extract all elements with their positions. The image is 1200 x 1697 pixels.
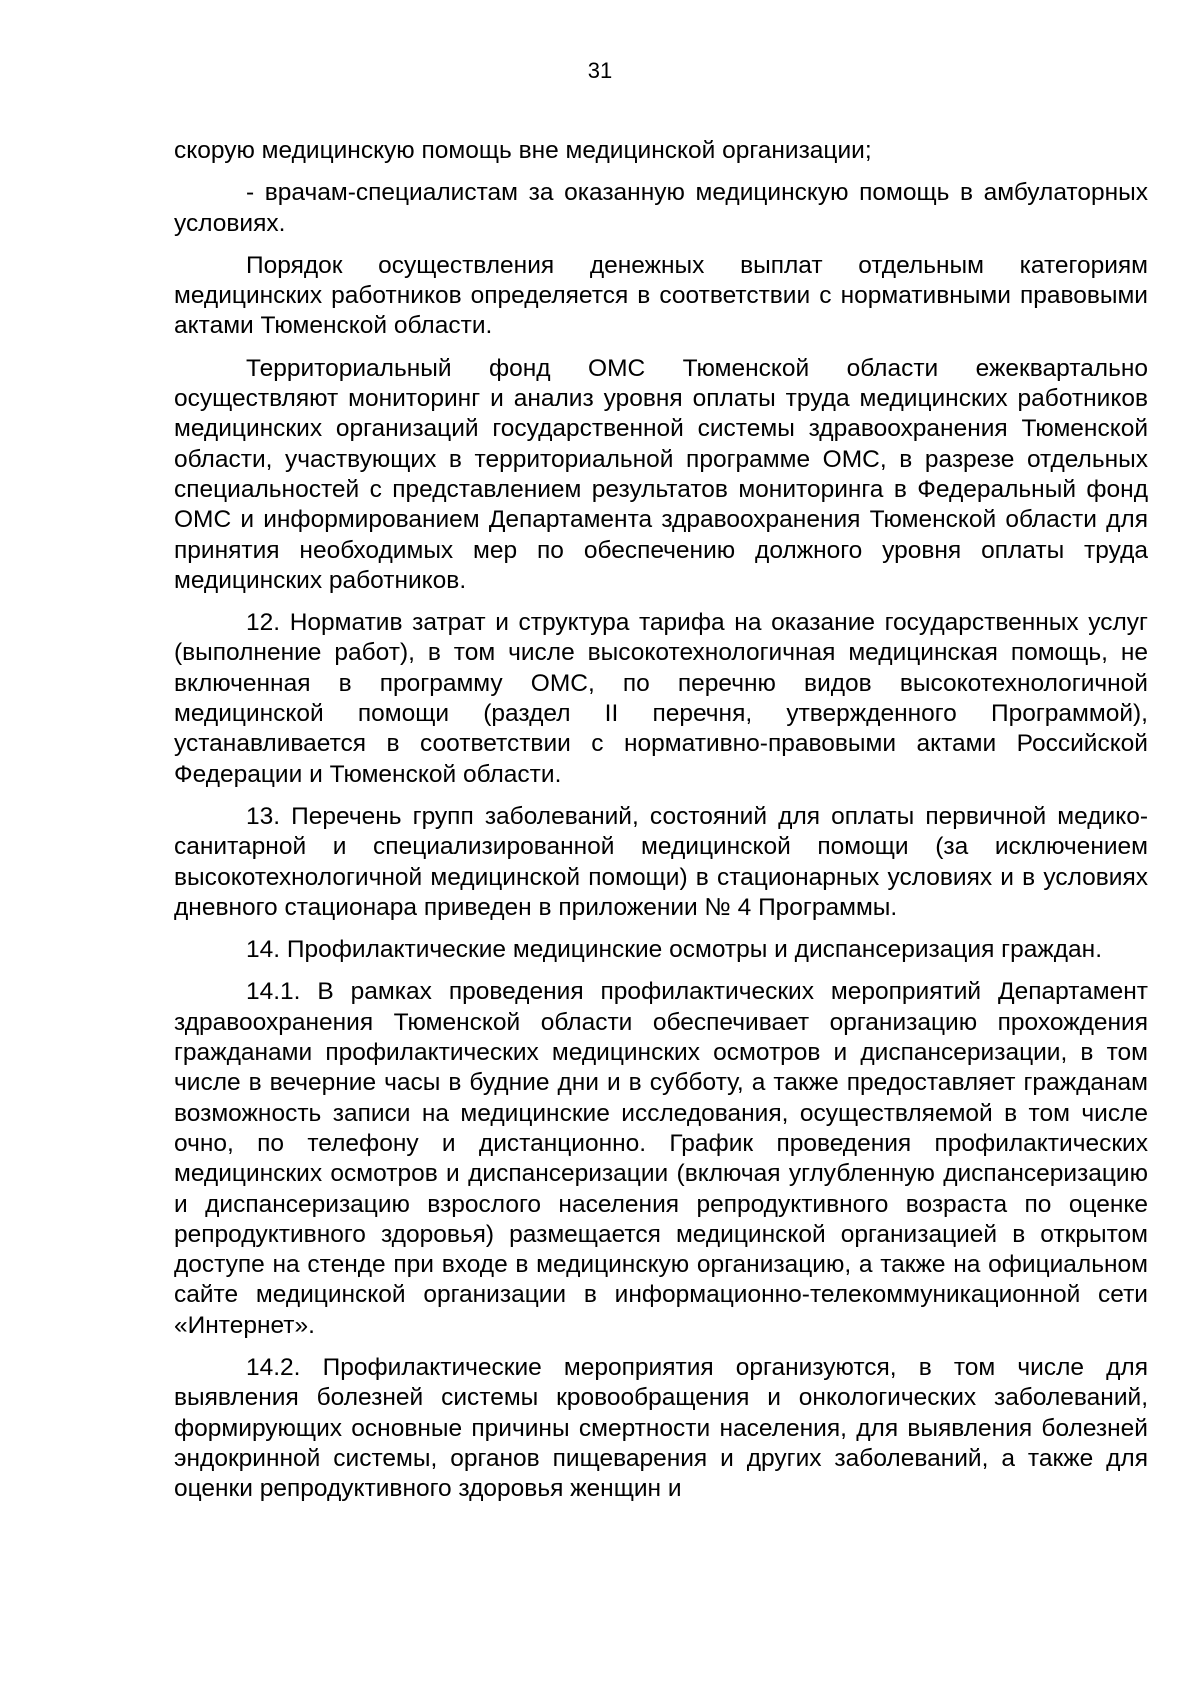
- paragraph-continuation: скорую медицинскую помощь вне медицинской организации;: [174, 137, 872, 164]
- paragraph-section-13: 13. Перечень групп заболеваний, состояний для оплаты первичной медико-санитарной и специализированной медицинской помощи (за исключением высокотехнологичной медицинской помощи) в стационарных условиях и в условиях дневного стационара приведен в приложении № 4 Программы.: [174, 802, 1148, 921]
- page-number: 31: [587, 58, 613, 83]
- document-body: [174, 136, 1148, 1504]
- paragraph-section-14-2: 14.2. Профилактические мероприятия организуются, в том числе для выявления болезней системы кровообращения и онкологических заболеваний, формирующих основные причины смертности населения, для выявления болезней эндокринной системы, органов пищеварения и других заболеваний, а также для оценки репродуктивного здоровья женщин и: [174, 1353, 1148, 1503]
- paragraph-section-12: 12. Норматив затрат и структура тарифа на оказание государственных услуг (выполнение работ), в том числе высокотехнологичная медицинская помощь, не включенная в программу ОМС, по перечню видов высокотехнологичной медицинской помощи (раздел II перечня, утвержденного Программой), устанавливается в соответствии с нормативно-правовыми актами Российской Федерации и Тюменской области.: [174, 609, 1148, 788]
- paragraph-list-item-specialists: - врачам-специалистам за оказанную медицинскую помощь в амбулаторных условиях.: [174, 179, 1148, 237]
- paragraph-section-14-1: 14.1. В рамках проведения профилактических мероприятий Департамент здравоохранения Тюменской области обеспечивает организацию прохождения гражданами профилактических медицинских осмотров и диспансеризации, в том числе в вечерние часы в будние дни и в субботу, а также предоставляет гражданам возможность записи на медицинские исследования, осуществляемой в том числе очно, по телефону и дистанционно. График проведения профилактических медицинских осмотров и диспансеризации (включая углубленную диспансеризацию и диспансеризацию взрослого населения репродуктивного возраста по оценке репродуктивного здоровья) размещается медицинской организацией в открытом доступе на стенде при входе в медицинскую организацию, а также на официальном сайте медицинской организации в информационно-телекоммуникационной сети «Интернет».: [174, 978, 1148, 1339]
- paragraph-oms-monitoring: Территориальный фонд ОМС Тюменской области ежеквартально осуществляют мониторинг и анализ уровня оплаты труда медицинских работников медицинских организаций государственной системы здравоохранения Тюменской области, участвующих в территориальной программе ОМС, в разрезе отдельных специальностей с представлением результатов мониторинга в Федеральный фонд ОМС и информированием Департамента здравоохранения Тюменской области для принятия необходимых мер по обеспечению должного уровня оплаты труда медицинских работников.: [174, 354, 1148, 594]
- paragraph-section-14: 14. Профилактические медицинские осмотры и диспансеризация граждан.: [246, 936, 1103, 964]
- paragraph-payment-procedure: Порядок осуществления денежных выплат отдельным категориям медицинских работников определяется в соответствии с нормативными правовыми актами Тюменской области.: [174, 251, 1148, 340]
